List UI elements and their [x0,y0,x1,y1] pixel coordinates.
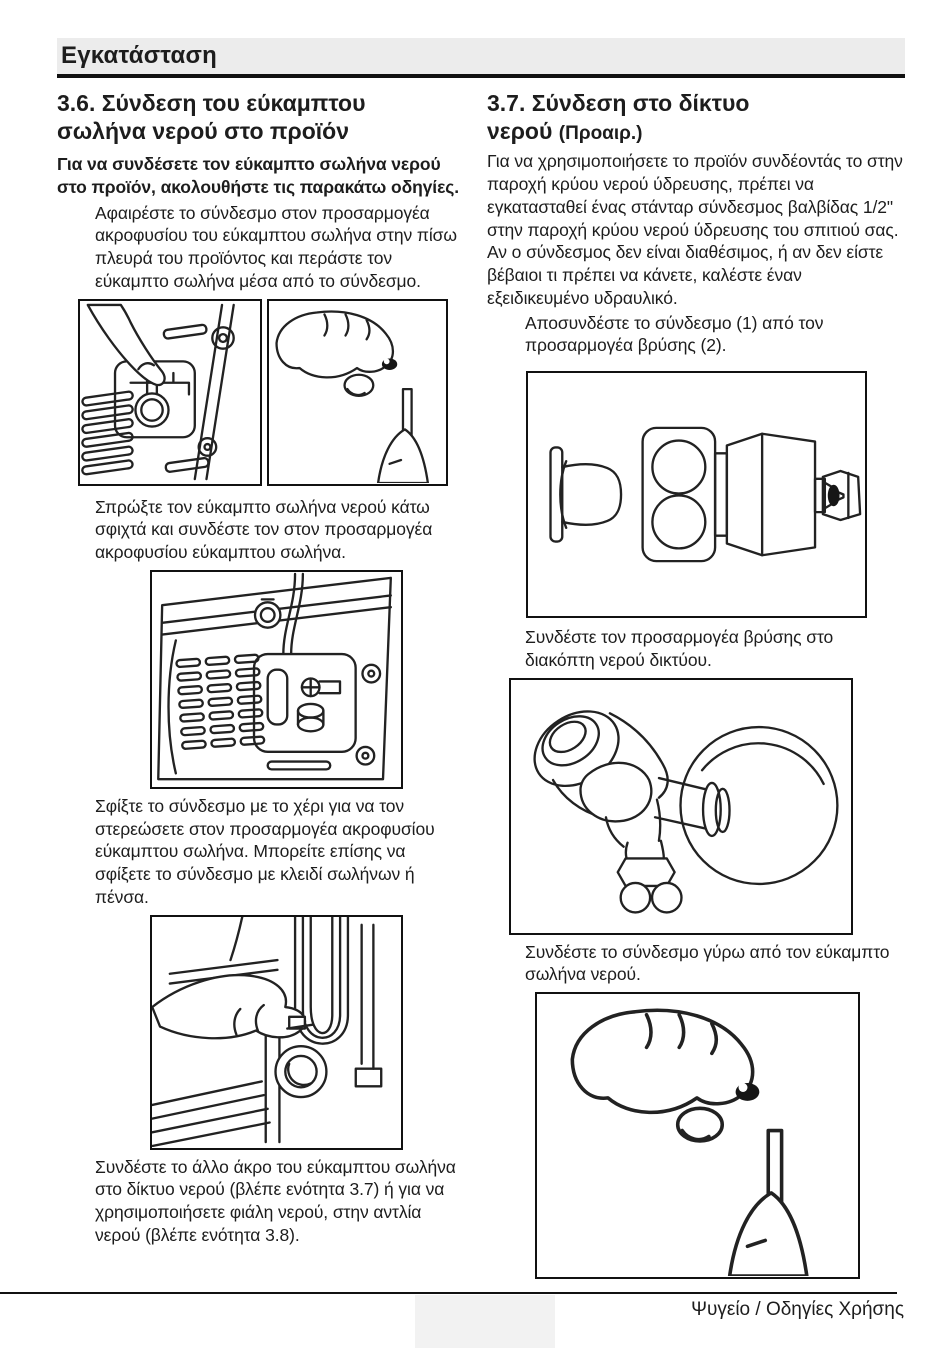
section-3-6-intro: Για να συνδέσετε τον εύκαμπτο σωλήνα νερού στο προϊόν, ακολουθήστε τις παρακάτω οδηγίες. [57,154,460,197]
section-3-7-intro: Για να χρησιμοποιήσετε το προϊόν συνδέοντάς το στην παροχή κρύου νερού ύδρευσης, πρέπει να εγκατασταθεί ένας στάνταρ σύνδεσμος βαλβίδας 1/2" στην παροχή κρύου νερού ύδρευσης του σπιτιού σας. Αν ο σύνδεσμος δεν είναι διαθέσιμος, ή αν δεν είστε βέβαιοι τι πρέπει να κάνετε, καλέστε έναν εξειδικευμένο υδραυλικό. [487,151,903,308]
instruction-step: Αποσυνδέστε το σύνδεσμο (1) από τον προσαρμογέα βρύσης (2). [525,312,824,356]
figure-hand-tighten-connector-illustration [150,915,403,1150]
instruction-step: Σφίξτε το σύνδεσμο με το χέρι για να τον στερεώσετε στον προσαρμογέα ακροφυσίου εύκαμπτου σωλήνα. Μπορείτε επίσης να σφίξετε το σύνδεσμο με κλειδί σωλήνων ή πένσα. [95,795,435,907]
figure-product-rear-panel-illustration [150,570,403,789]
figure-row [78,299,460,486]
figure-hold-connector-over-hose-illustration [267,299,448,486]
section-3-7-title: 3.7. Σύνδεση στο δίκτυο νερού (Προαιρ.) [487,90,750,144]
section-3-7 [487,90,905,1279]
page-number-placeholder [415,1295,555,1348]
section-3-6-title: 3.6. Σύνδεση του εύκαμπτου σωλήνα νερού στο προϊόν [57,90,366,144]
figure-attach-connector-to-hose-illustration [535,992,860,1279]
instruction-step: Συνδέστε τον προσαρμογέα βρύσης στο διακόπτη νερού δικτύου. [525,627,834,670]
figure-wall-tap-illustration [509,678,853,935]
instruction-step: Αφαιρέστε το σύνδεσμο στον προσαρμογέα ακροφυσίου του εύκαμπτου σωλήνα στην πίσω πλευρά του προϊόντος και περάστε τον εύκαμπτο σωλήνα μέσα από το σύνδεσμο. [95,202,457,291]
instruction-step: Σπρώξτε τον εύκαμπτο σωλήνα νερού κάτω σφιχτά και συνδέστε τον στον προσαρμογέα ακροφυσίου εύκαμπτου σωλήνα. [95,496,433,563]
instruction-step: Συνδέστε το άλλο άκρο του εύκαμπτου σωλήνα στο δίκτυο νερού (βλέπε ενότητα 3.7) ή για να χρησιμοποιήσετε φιάλη νερού, στην αντλία νερού (βλέπε ενότητα 3.8). [95,1156,456,1245]
two-column-layout [57,90,905,1279]
figure-faucet-adapter-parts-illustration [526,371,867,618]
figure-remove-connector-illustration [78,299,262,486]
footer-text: Ψυγείο / Οδηγίες Χρήσης [691,1299,904,1320]
footer-divider [0,1292,897,1294]
chapter-header-band [57,38,905,78]
chapter-title: Εγκατάσταση [61,42,217,69]
optional-tag: (Προαιρ.) [558,122,643,144]
section-3-6 [57,90,460,1253]
instruction-step: Συνδέστε το σύνδεσμο γύρω από τον εύκαμπτο σωλήνα νερού. [525,941,890,985]
